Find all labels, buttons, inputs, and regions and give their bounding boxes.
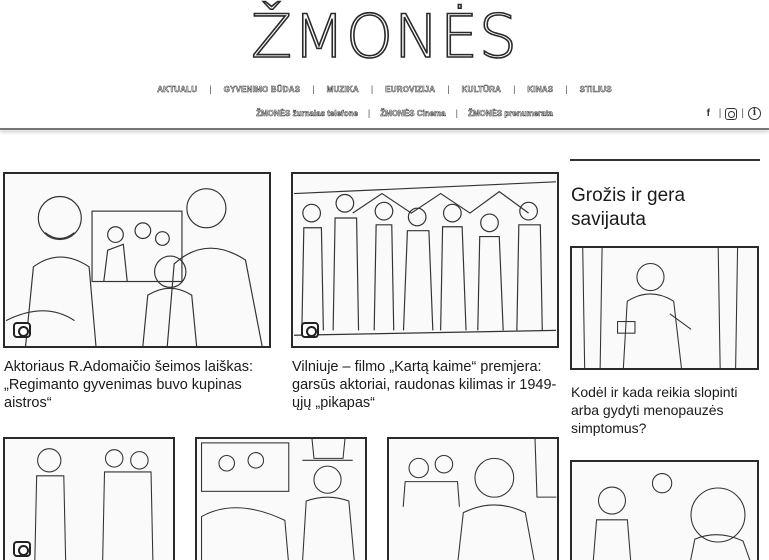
article-photo-sketch: [293, 174, 557, 346]
nav-separator: |: [741, 108, 744, 119]
article-image[interactable]: [3, 172, 271, 348]
header-divider: [0, 128, 769, 130]
info-icon[interactable]: i: [748, 107, 761, 120]
main-nav: [0, 84, 769, 94]
subnav-item-subscription[interactable]: ŽMONĖS prenumerata: [467, 108, 553, 118]
nav-separator: |: [312, 84, 315, 94]
article-photo-sketch: [572, 248, 757, 368]
nav-separator: |: [447, 84, 450, 94]
secondary-nav: [0, 108, 769, 118]
nav-item-aktualu[interactable]: AKTUALU: [157, 84, 198, 94]
article-photo-sketch: [197, 439, 365, 560]
nav-item-kultura[interactable]: KULTŪRA: [461, 84, 502, 94]
camera-icon: [301, 322, 319, 338]
nav-item-kinas[interactable]: KINAS: [527, 84, 554, 94]
nav-separator: |: [370, 84, 374, 94]
nav-separator: |: [513, 84, 516, 94]
article-image[interactable]: [291, 172, 559, 348]
article-image[interactable]: [387, 437, 559, 560]
sidebar-section-title[interactable]: Grožis ir gera savijauta: [571, 185, 686, 230]
facebook-icon[interactable]: f: [706, 108, 710, 119]
nav-item-eurovizija[interactable]: EUROVIZIJA: [385, 84, 436, 94]
camera-icon: [13, 541, 31, 557]
sidebar-article-headline[interactable]: Kodėl ir kada reikia slopinti arba gydyti menopauzės simptomus?: [571, 384, 738, 436]
article-headline[interactable]: Aktoriaus R.Adomaičio šeimos laiškas: „Regimanto gyvenimas buvo kupinas aistros“: [4, 359, 254, 411]
article-photo-sketch: [389, 439, 557, 560]
nav-separator: |: [565, 84, 568, 94]
subnav-item-cinema[interactable]: ŽMONĖS Cinema: [380, 108, 446, 118]
subnav-item-phone[interactable]: ŽMONĖS žurnalas telefone: [256, 108, 358, 118]
social-links: [702, 107, 761, 120]
article-image[interactable]: [195, 437, 367, 560]
article-photo-sketch: [5, 174, 269, 346]
site-logo[interactable]: ŽMONĖS: [251, 2, 518, 72]
article-headline[interactable]: Vilniuje – filmo „Kartą kaime“ premjera: garsūs aktoriai, raudonas kilimas ir 1949-ųjų „pikapas“: [292, 359, 557, 411]
nav-item-stilius[interactable]: STILIUS: [579, 84, 612, 94]
camera-icon: [13, 322, 31, 338]
nav-item-muzika[interactable]: MUZIKA: [326, 84, 359, 94]
sidebar-article-image[interactable]: [570, 460, 759, 560]
sidebar-divider: [570, 159, 760, 161]
nav-separator: |: [718, 108, 722, 119]
article-image[interactable]: [3, 437, 175, 560]
nav-item-gyvenimo-budas[interactable]: GYVENIMO BŪDAS: [223, 84, 301, 94]
instagram-icon[interactable]: [725, 108, 737, 120]
nav-separator: |: [367, 108, 371, 118]
nav-separator: |: [209, 84, 212, 94]
nav-separator: |: [455, 108, 458, 118]
article-photo-sketch: [572, 462, 757, 560]
sidebar-article-image[interactable]: [570, 246, 759, 370]
